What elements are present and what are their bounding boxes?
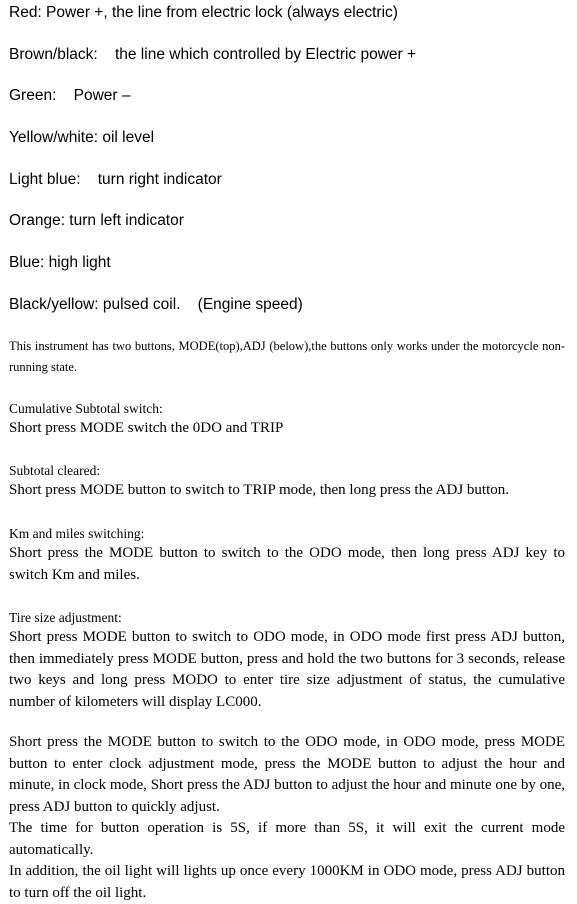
section-heading: Tire size adjustment: — [9, 610, 122, 625]
section-km-miles — [9, 525, 565, 586]
section-text: Short press MODE button to switch to ODO mode, in ODO mode first press ADJ button, then immediately press MODE button, press and hold the two buttons for 3 seconds, release two keys and long press MODO to enter tire size adjustment of status, the cumulative number of kilometers will display LC000. — [9, 629, 565, 710]
wire-black-yellow: Black/yellow: pulsed coil. (Engine speed) — [9, 295, 303, 313]
wire-color-list — [9, 4, 416, 338]
clock-paragraph-1: Short press the MODE button to switch to the ODO mode, in ODO mode, press MODE button to enter clock adjustment mode, press the MODE button to adjust the hour and minute, in clock mode, Short press the ADJ button to adjust the hour and minute one by one, press ADJ button to quickly adjust. — [9, 734, 565, 815]
wire-orange: Orange: turn left indicator — [9, 212, 184, 230]
section-cumulative-subtotal — [9, 400, 565, 440]
wire-blue: Blue: high light — [9, 254, 111, 272]
section-heading: Cumulative Subtotal switch: — [9, 401, 163, 416]
section-heading: Subtotal cleared: — [9, 463, 101, 478]
section-text: Short press MODE switch the 0DO and TRIP — [9, 420, 284, 436]
section-clock — [9, 732, 565, 904]
wire-red: Red: Power +, the line from electric lock (always electric) — [9, 4, 398, 21]
clock-paragraph-2: The time for button operation is 5S, if more than 5S, it will exit the current mode automatically. — [9, 820, 565, 858]
wire-brown-black: Brown/black: the line which controlled by Electric power + — [9, 45, 417, 63]
wire-light-blue: Light blue: turn right indicator — [9, 170, 222, 188]
section-text: Short press the MODE button to switch to the ODO mode, then long press ADJ key to switch Km and miles. — [9, 545, 565, 583]
wire-yellow-white: Yellow/white: oil level — [9, 129, 155, 147]
section-text: Short press MODE button to switch to TRIP mode, then long press the ADJ button. — [9, 482, 509, 498]
wire-green: Green: Power – — [9, 87, 131, 105]
section-subtotal-cleared — [9, 462, 565, 502]
clock-paragraph-3: In addition, the oil light will lights up once every 1000KM in ODO mode, press ADJ button to turn off the oil light. — [9, 863, 565, 901]
section-tire-size — [9, 609, 565, 713]
section-heading: Km and miles switching: — [9, 526, 145, 541]
intro-paragraph: This instrument has two buttons, MODE(top),ADJ (below),the buttons only works under the motorcycle non-running state. — [9, 339, 565, 374]
